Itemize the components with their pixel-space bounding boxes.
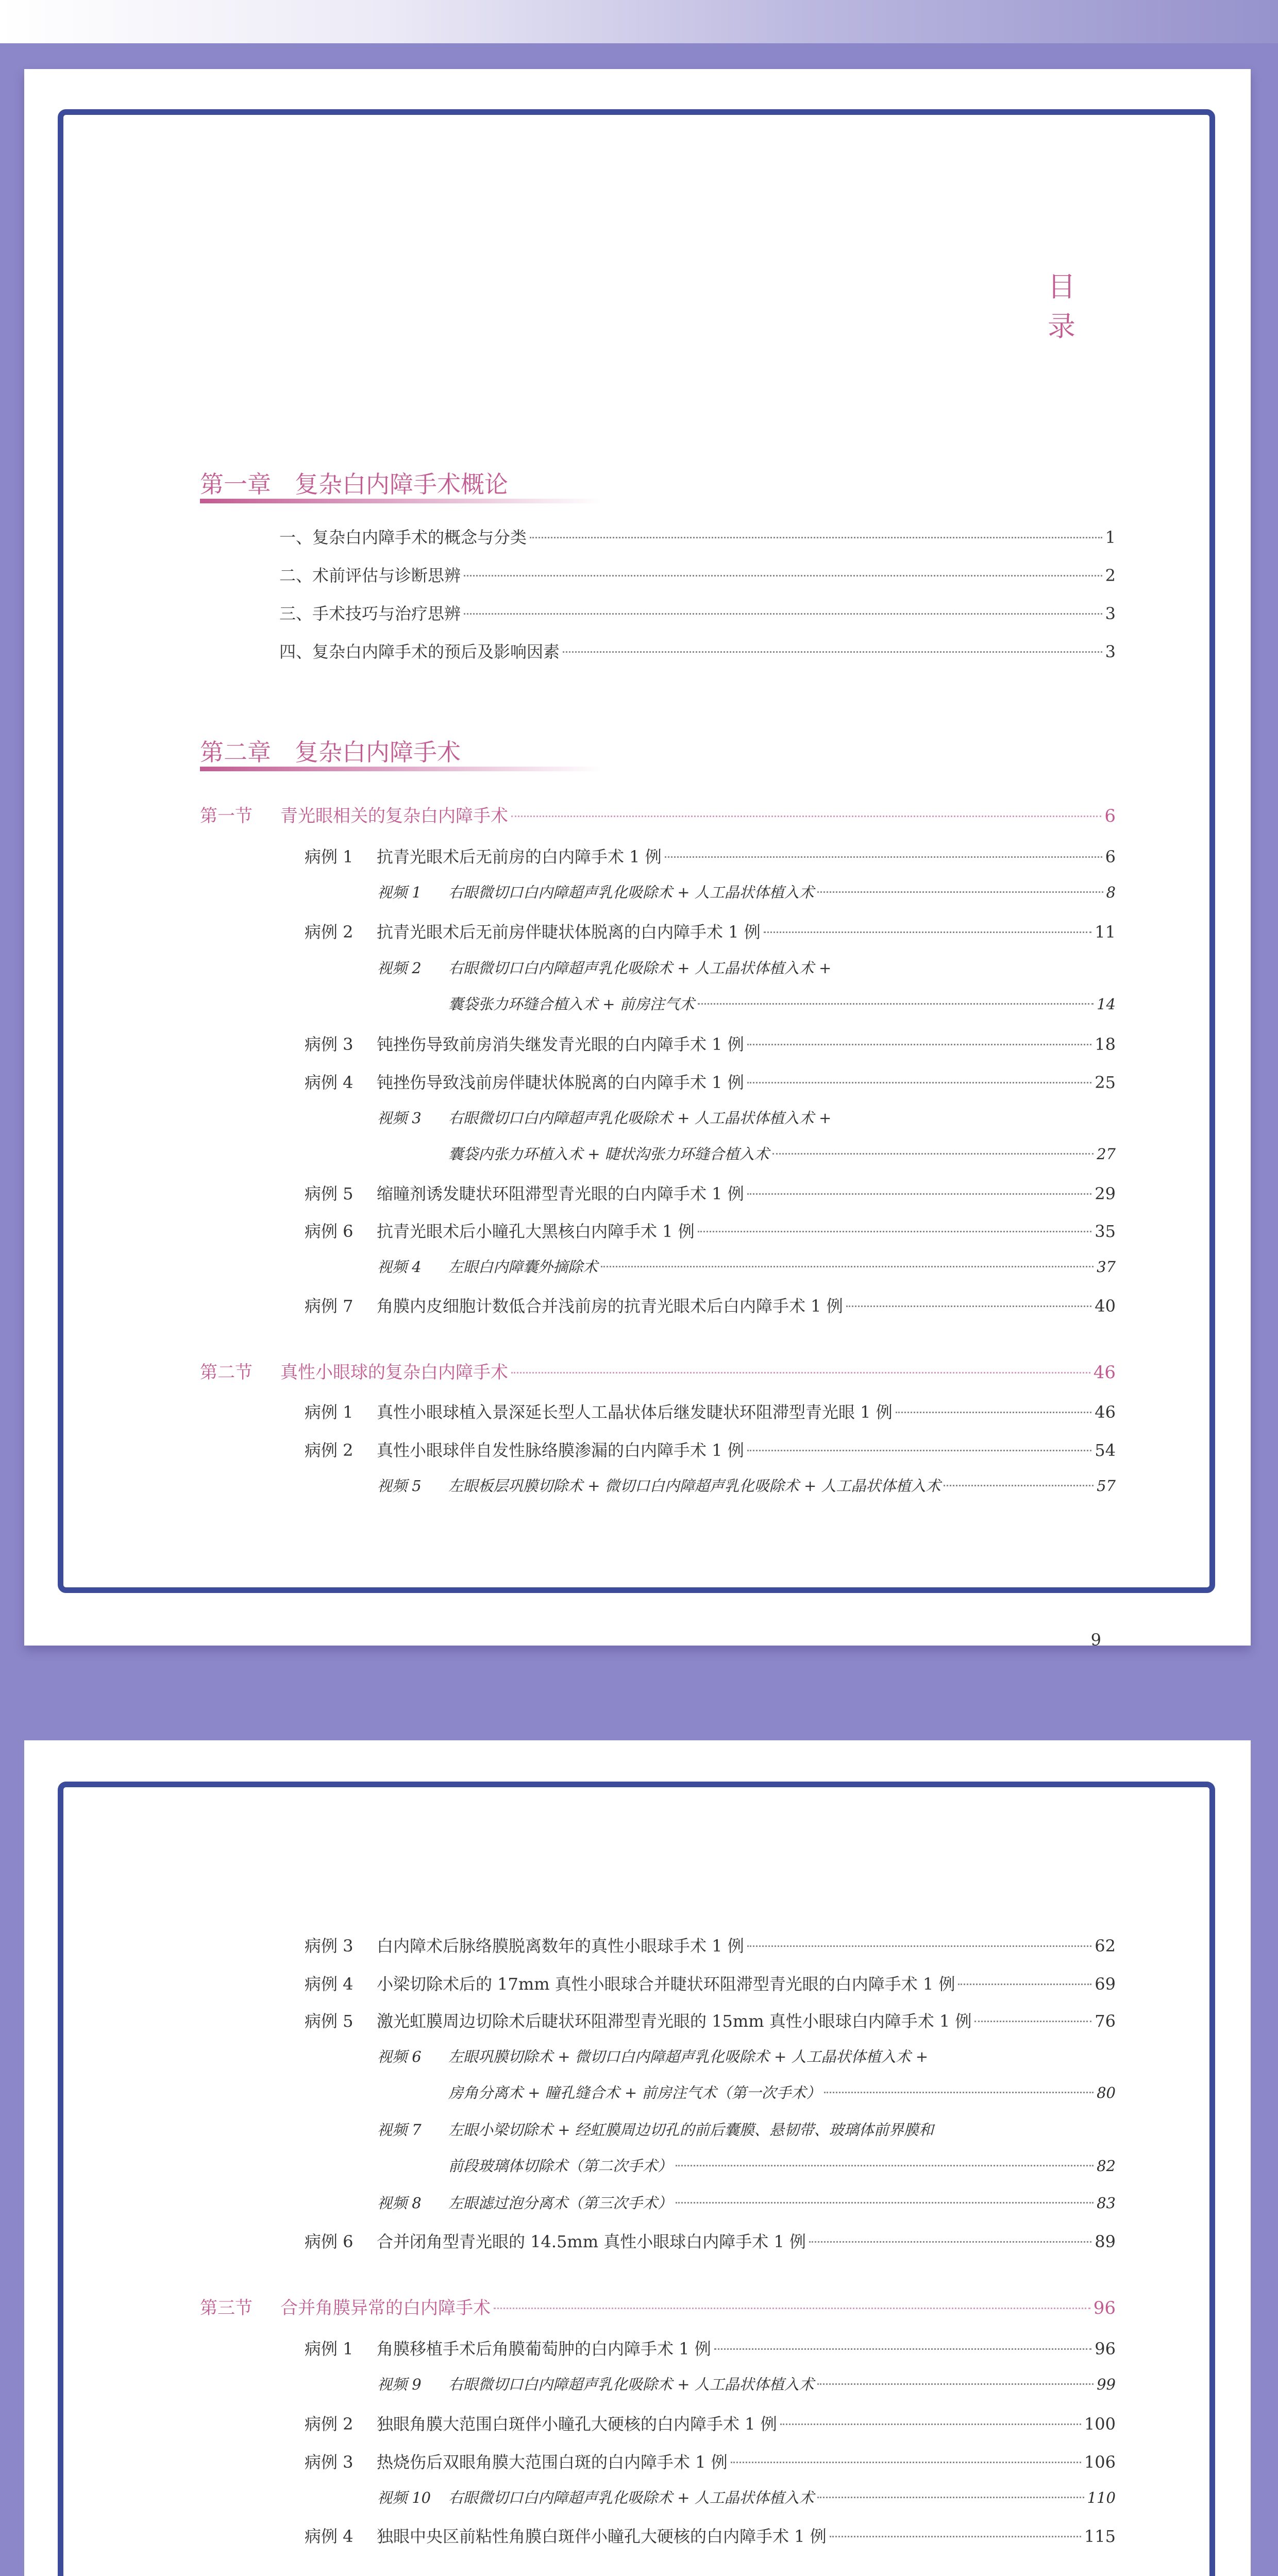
video-label: 视频 4 [377,1258,422,1276]
case-entry[interactable] [305,1218,1116,1242]
toc-entry[interactable] [279,563,1116,586]
case-entry[interactable] [305,2008,1116,2032]
dot-leader [809,2241,1091,2243]
page-number: 14 [1097,995,1116,1013]
video-label: 视频 10 [377,2489,431,2506]
video-title: 右眼微切口白内障超声乳化吸除术 + 人工晶状体植入术 [448,2376,814,2393]
dot-leader [601,1266,1094,1267]
video-entry-line2[interactable] [448,1143,1116,1164]
video-title: 右眼微切口白内障超声乳化吸除术 + 人工晶状体植入术 + [448,959,832,977]
case-title: 抗青光眼术后小瞳孔大黑核白内障手术 1 例 [377,1222,695,1241]
case-label: 病例 4 [305,2527,354,2546]
case-title: 钝挫伤导致前房消失继发青光眼的白内障手术 1 例 [377,1035,744,1054]
page-number: 6 [1104,806,1116,826]
case-entry[interactable] [305,919,1116,943]
case-entry[interactable] [305,2411,1116,2435]
page-number: 76 [1095,2011,1116,2031]
case-label: 病例 2 [305,1440,354,1460]
video-entry-line2[interactable] [448,993,1116,1014]
video-title: 右眼微切口白内障超声乳化吸除术 + 人工晶状体植入术 [448,884,814,901]
case-entry[interactable] [305,2523,1116,2547]
case-label: 病例 1 [305,2339,354,2359]
video-title-cont: 囊袋内张力环植入术 + 睫状沟张力环缝合植入术 [448,1145,769,1163]
page-number: 8 [1106,884,1116,901]
video-label: 视频 7 [377,2121,422,2139]
case-title: 小梁切除术后的 17mm 真性小眼球合并睫状环阻滞型青光眼的白内障手术 1 例 [377,1974,955,1994]
video-label: 视频 3 [377,1109,422,1127]
page-number: 69 [1095,1974,1116,1994]
toc-entry[interactable] [279,601,1116,624]
dot-leader [747,1945,1092,1947]
case-title: 激光虹膜周边切除术后睫状环阻滞型青光眼的 15mm 真性小眼球白内障手术 1 例 [377,2011,972,2031]
dot-leader [747,1450,1092,1451]
case-label: 病例 6 [305,2232,354,2251]
section-entry[interactable] [200,1358,1116,1383]
section-title: 青光眼相关的复杂白内障手术 [280,806,508,826]
video-entry-line1[interactable] [377,2119,934,2140]
dot-leader [698,1003,1094,1005]
entry-text: 一、复杂白内障手术的概念与分类 [279,528,527,547]
video-label: 视频 2 [377,959,422,977]
case-entry[interactable] [305,1971,1116,1995]
page-number: 35 [1095,1222,1116,1241]
video-title: 左眼白内障囊外摘除术 [448,1258,598,1276]
case-title: 抗青光眼术后无前房的白内障手术 1 例 [377,847,662,867]
case-title: 真性小眼球伴自发性脉络膜渗漏的白内障手术 1 例 [377,1440,744,1460]
page-number: 106 [1084,2452,1116,2472]
dot-leader [817,2497,1084,2498]
video-title-cont: 前段玻璃体切除术（第二次手术） [448,2157,673,2175]
dot-leader [665,856,1102,858]
case-title: 白内障术后脉络膜脱离数年的真性小眼球手术 1 例 [377,1936,744,1956]
dot-leader [563,651,1102,653]
video-entry[interactable] [377,2373,1116,2394]
page-number: 37 [1097,1258,1116,1276]
page-number: 25 [1095,1073,1116,1092]
page-number: 110 [1087,2489,1116,2506]
case-label: 病例 3 [305,2452,354,2472]
dot-leader [780,2424,1081,2425]
case-title: 缩瞳剂诱发睫状环阻滞型青光眼的白内障手术 1 例 [377,1184,744,1204]
case-title: 真性小眼球植入景深延长型人工晶状体后继发睫状环阻滞型青光眼 1 例 [377,1402,893,1422]
toc-entry[interactable] [279,639,1116,663]
case-entry[interactable] [305,844,1116,868]
case-label: 病例 3 [305,1936,354,1956]
dot-leader [698,1231,1092,1232]
chapter-underline [200,499,602,503]
page-number: 82 [1097,2157,1116,2175]
section-entry[interactable] [200,802,1116,827]
top-banner [0,0,1278,43]
video-label: 视频 1 [377,884,422,901]
case-title: 独眼角膜大范围白斑伴小瞳孔大硬核的白内障手术 1 例 [377,2414,777,2434]
video-label: 视频 9 [377,2376,422,2393]
page-number: 46 [1095,1402,1116,1422]
toc-entry[interactable] [279,524,1116,548]
folio-page-number: 9 [1090,1630,1101,1650]
page-number: 80 [1097,2084,1116,2102]
chapter-underline [200,767,602,771]
page-number: 115 [1084,2527,1116,2546]
dot-leader [494,2308,1090,2309]
case-label: 病例 1 [305,1402,354,1422]
video-entry-line1[interactable] [377,1107,831,1128]
dot-leader [714,2348,1092,2350]
video-title-cont: 囊袋张力环缝合植入术 + 前房注气术 [448,995,695,1013]
dot-leader [974,2021,1091,2022]
case-label: 病例 3 [305,1035,354,1054]
video-label: 视频 8 [377,2194,422,2212]
case-entry[interactable] [305,1181,1116,1205]
case-title: 独眼中央区前粘性角膜白斑伴小瞳孔大硬核的白内障手术 1 例 [377,2527,827,2546]
section-label: 第三节 [200,2298,253,2318]
video-title: 左眼板层巩膜切除术 + 微切口白内障超声乳化吸除术 + 人工晶状体植入术 [448,1477,941,1495]
case-title: 热烧伤后双眼角膜大范围白斑的白内障手术 1 例 [377,2452,728,2472]
dot-leader [764,931,1092,933]
page-number: 46 [1093,1362,1116,1383]
video-entry[interactable] [377,2486,1116,2507]
entry-text: 三、手术技巧与治疗思辨 [279,604,461,623]
dot-leader [747,1044,1092,1045]
page-number: 100 [1084,2414,1116,2434]
section-entry[interactable] [200,2294,1116,2319]
dot-leader [464,613,1102,615]
dot-leader [958,1984,1091,1985]
video-title-cont: 房角分离术 + 瞳孔缝合术 + 前房注气术（第一次手术） [448,2084,821,2102]
section-title: 合并角膜异常的白内障手术 [280,2298,491,2318]
page-number: 83 [1097,2194,1116,2212]
case-entry[interactable] [305,1293,1116,1317]
dot-leader [530,537,1102,538]
case-title: 抗青光眼术后无前房伴睫状体脱离的白内障手术 1 例 [377,922,761,942]
dot-leader [731,2462,1081,2463]
page-number: 3 [1105,642,1116,662]
video-entry-line1[interactable] [377,957,831,978]
toc-title: 目 录 [1048,270,1091,343]
video-title: 左眼巩膜切除术 + 微切口白内障超声乳化吸除术 + 人工晶状体植入术 + [448,2048,928,2065]
page-number: 99 [1097,2376,1116,2393]
case-entry[interactable] [305,2449,1116,2473]
page-number: 57 [1097,1477,1116,1495]
page-number: 2 [1105,566,1116,585]
page-number: 1 [1105,528,1116,547]
case-label: 病例 4 [305,1974,354,1994]
video-title: 左眼小梁切除术 + 经虹膜周边切孔的前后囊膜、悬韧带、玻璃体前界膜和 [448,2121,934,2139]
video-label: 视频 6 [377,2048,422,2065]
page-number: 18 [1095,1035,1116,1054]
page-number: 62 [1095,1936,1116,1956]
page-sheet-2 [24,1740,1251,2576]
video-entry[interactable] [377,1475,1116,1496]
case-label: 病例 4 [305,1073,354,1092]
case-label: 病例 2 [305,2414,354,2434]
case-entry[interactable] [305,1399,1116,1423]
dot-leader [944,1485,1094,1486]
case-entry[interactable] [305,1933,1116,1957]
video-entry[interactable] [377,2192,1116,2213]
dot-leader [824,2092,1094,2093]
dot-leader [772,1153,1094,1155]
video-title: 右眼微切口白内障超声乳化吸除术 + 人工晶状体植入术 + [448,1109,832,1127]
dot-leader [747,1082,1092,1083]
dot-leader [676,2165,1094,2166]
case-label: 病例 7 [305,1296,354,1316]
section-title: 真性小眼球的复杂白内障手术 [280,1362,508,1383]
case-entry[interactable] [305,1070,1116,1093]
dot-leader [511,1372,1090,1374]
case-entry[interactable] [305,2336,1116,2360]
section-label: 第一节 [200,806,253,826]
dot-leader [817,2383,1094,2385]
page-number: 3 [1105,604,1116,623]
video-entry[interactable] [377,881,1116,902]
entry-text: 二、术前评估与诊断思辨 [279,566,461,585]
page-number: 96 [1093,2298,1116,2318]
dot-leader [896,1412,1092,1413]
case-label: 病例 6 [305,1222,354,1241]
page-number: 54 [1095,1440,1116,1460]
chapter-title: 第一章 复杂白内障手术概论 [200,470,508,498]
dot-leader [747,1193,1092,1195]
case-title: 角膜内皮细胞计数低合并浅前房的抗青光眼术后白内障手术 1 例 [377,1296,843,1316]
page-sheet-1 [24,69,1251,1650]
case-title: 钝挫伤导致浅前房伴睫状体脱离的白内障手术 1 例 [377,1073,744,1092]
case-entry[interactable] [305,2229,1116,2252]
page-number: 11 [1095,922,1116,942]
case-entry[interactable] [305,1031,1116,1055]
dot-leader [846,1306,1092,1307]
video-entry-line2[interactable] [448,2081,1116,2103]
entry-text: 四、复杂白内障手术的预后及影响因素 [279,642,560,662]
case-label: 病例 5 [305,2011,354,2031]
dot-leader [676,2202,1094,2204]
video-entry-line2[interactable] [448,2155,1116,2176]
case-title: 合并闭角型青光眼的 14.5mm 真性小眼球白内障手术 1 例 [377,2232,806,2251]
page-number: 27 [1097,1145,1116,1163]
page-number: 96 [1095,2339,1116,2359]
chapter-title: 第二章 复杂白内障手术 [200,738,461,766]
video-title: 左眼滤过泡分离术（第三次手术） [448,2194,673,2212]
video-entry[interactable] [377,1256,1116,1277]
page-number: 89 [1095,2232,1116,2251]
case-entry[interactable] [305,1437,1116,1461]
case-title: 角膜移植手术后角膜葡萄肿的白内障手术 1 例 [377,2339,711,2359]
case-label: 病例 5 [305,1184,354,1204]
case-label: 病例 1 [305,847,354,867]
video-entry-line1[interactable] [377,2045,928,2066]
section-label: 第二节 [200,1362,253,1383]
page-number: 29 [1095,1184,1116,1204]
case-label: 病例 2 [305,922,354,942]
page-number: 6 [1105,847,1116,867]
video-label: 视频 5 [377,1477,422,1495]
video-title: 右眼微切口白内障超声乳化吸除术 + 人工晶状体植入术 [448,2489,814,2506]
dot-leader [464,575,1102,577]
dot-leader [830,2536,1081,2537]
dot-leader [511,816,1101,817]
dot-leader [817,891,1103,893]
page-number: 40 [1095,1296,1116,1316]
